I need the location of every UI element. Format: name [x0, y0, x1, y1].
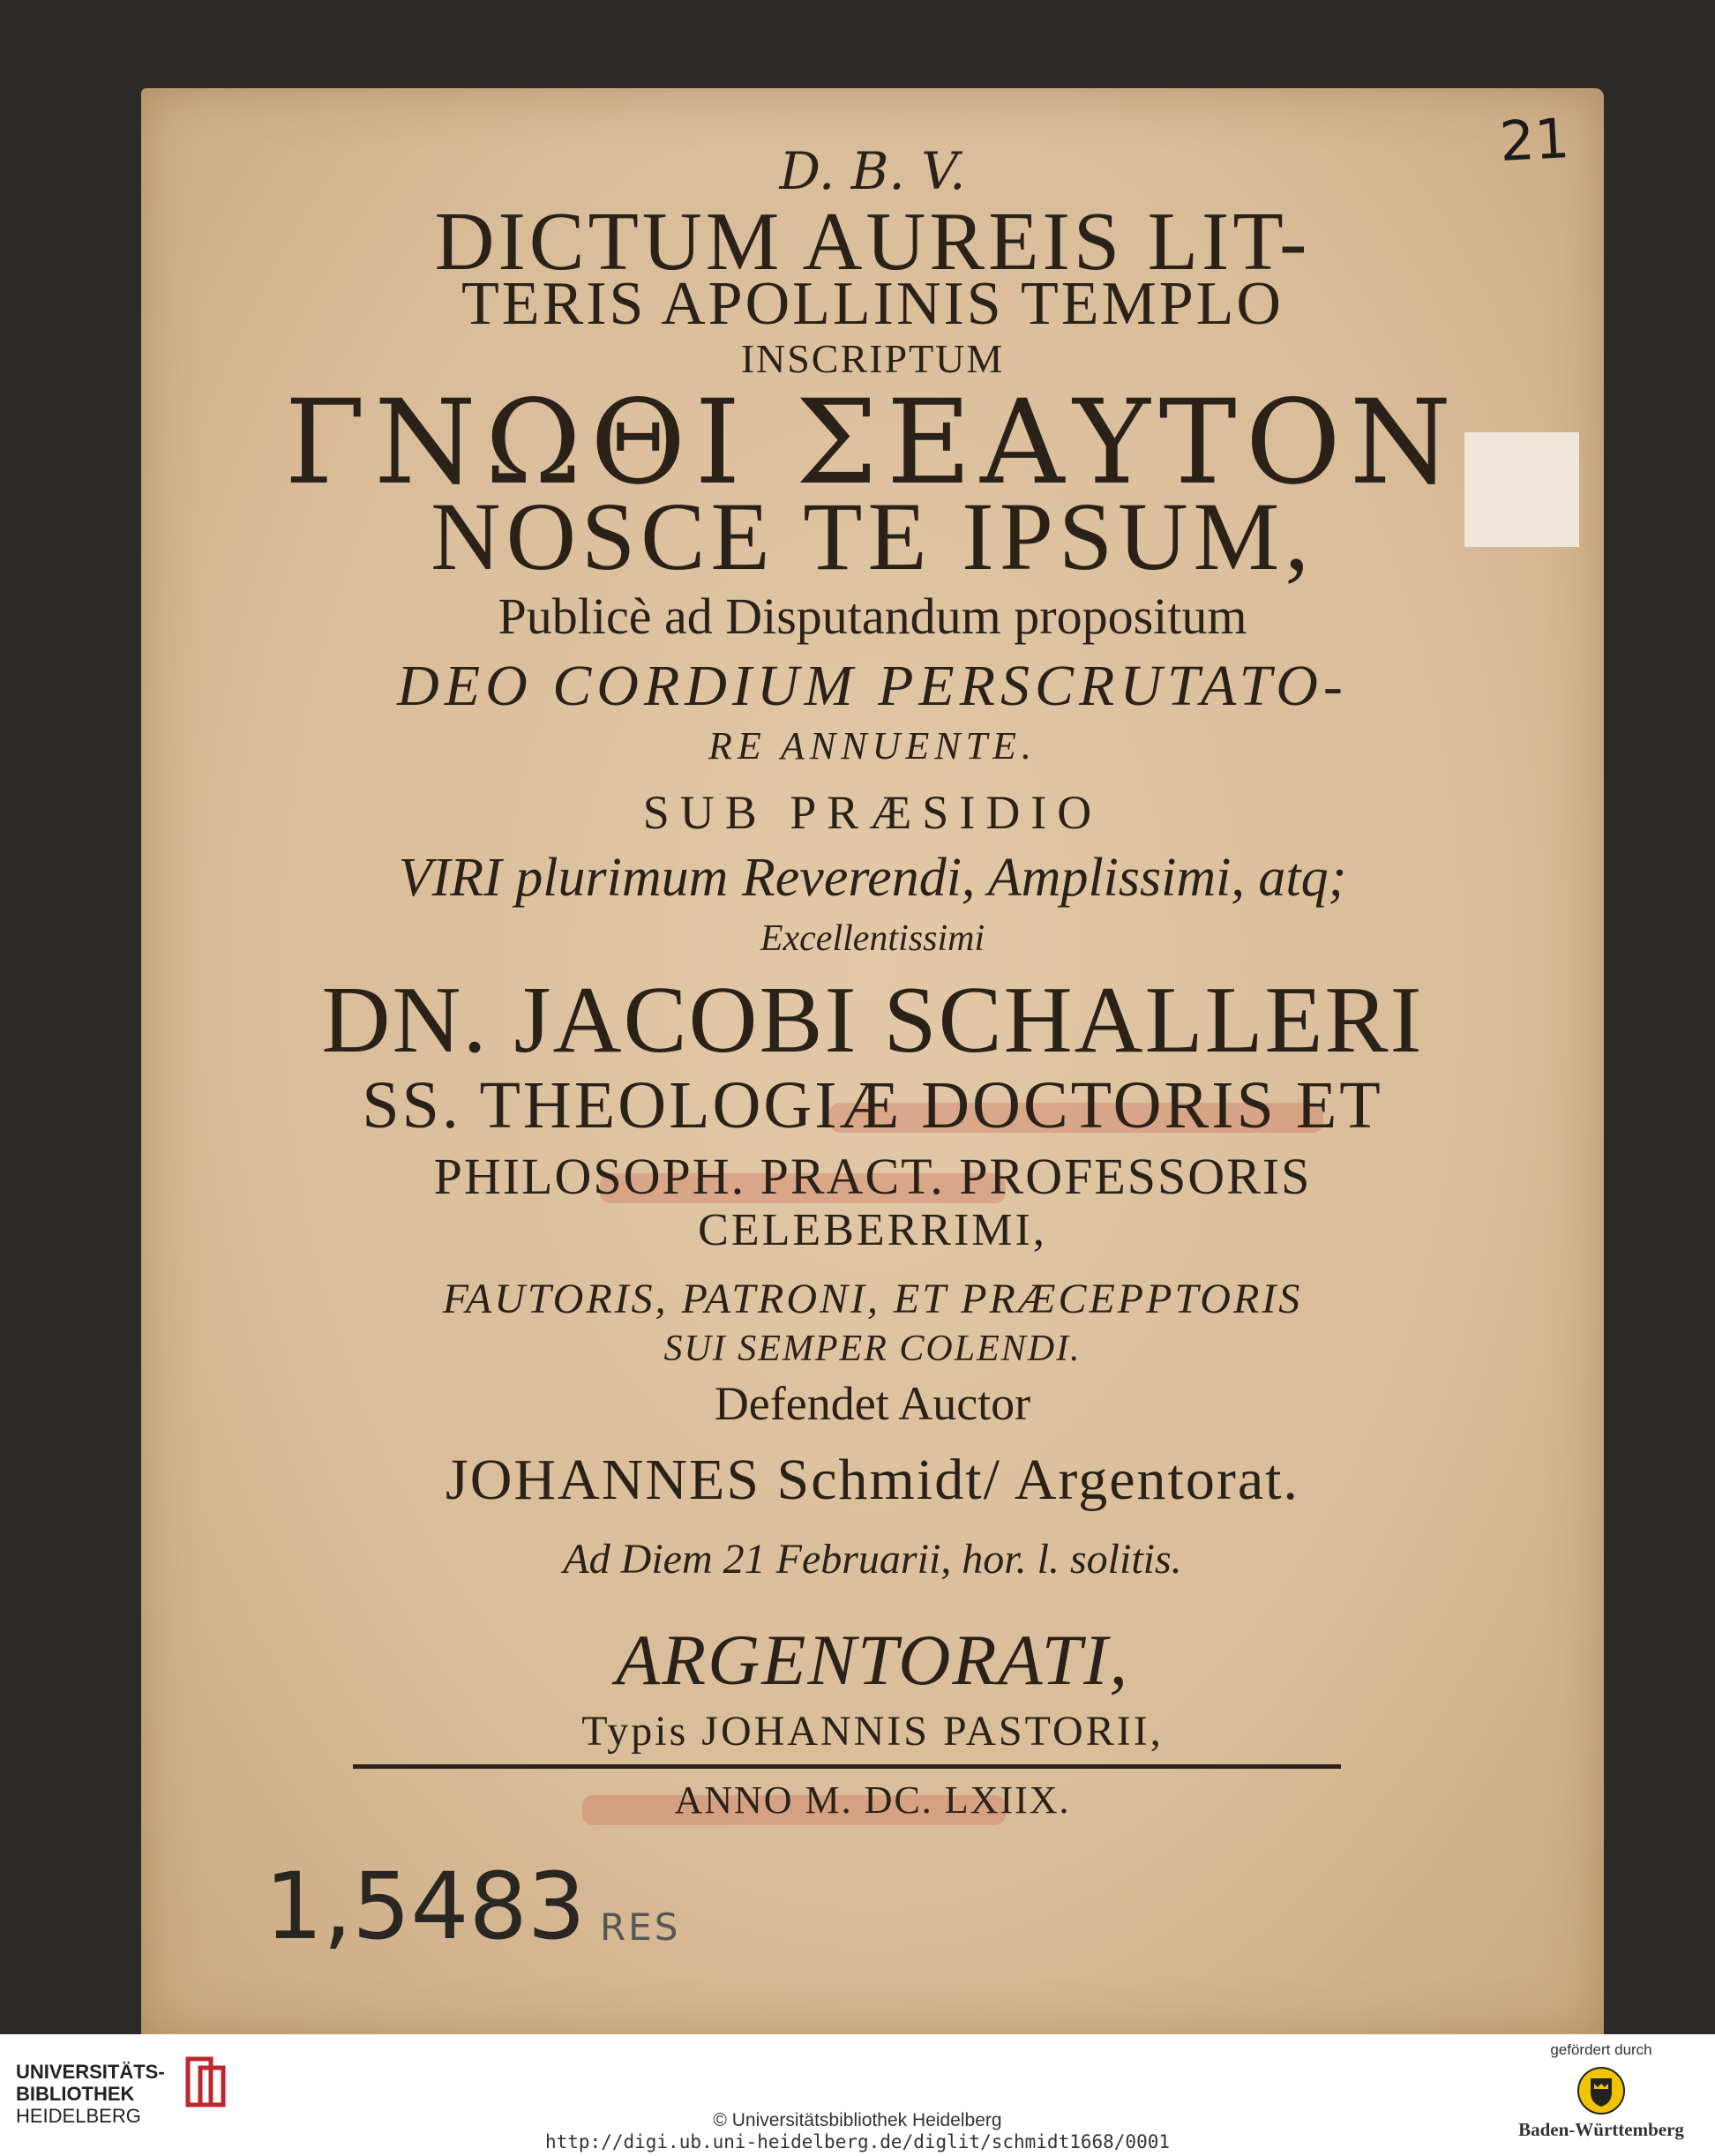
title-line-nosce: NOSCE TE IPSUM,: [431, 483, 1314, 590]
title-line-theologiae: SS. THEOLOGIÆ DOCTORIS ET: [362, 1068, 1383, 1142]
viewer-footer: [0, 2034, 1715, 2156]
title-line-fautoris: FAUTORIS, PATRONI, ET PRÆCEPPTORIS: [442, 1276, 1303, 1322]
title-page: [141, 88, 1604, 2038]
title-line-colendi: SUI SEMPER COLENDI.: [663, 1329, 1082, 1369]
title-line-teris: TERIS APOLLINIS TEMPLO: [461, 270, 1284, 338]
title-line-celeberrimi: CELEBERRIMI,: [698, 1205, 1047, 1255]
imprint-rule: [353, 1764, 1341, 1769]
handwritten-page-number: 21: [1498, 105, 1571, 175]
greek-title: ΓΝΩΘΙ ΣΕΑΥΤΟΝ: [284, 375, 1461, 511]
title-line-deo: DEO CORDIUM PERSCRUTATO-: [397, 654, 1348, 718]
imprint-year: ANNO M. DC. LXIIX.: [674, 1778, 1071, 1822]
title-line-dbv: D. B. V.: [779, 141, 966, 201]
library-name-line2: BIBLIOTHEK: [16, 2083, 135, 2105]
title-line-inscriptum: INSCRIPTUM: [740, 336, 1005, 381]
handwritten-shelfmark: 1,5483: [265, 1853, 586, 1960]
sponsor-name: Baden-Württemberg: [1518, 2119, 1684, 2140]
title-line-philosoph: PHILOSOPH. PRACT. PROFESSORIS: [433, 1148, 1312, 1205]
title-line-dictum: DICTUM AUREIS LIT-: [434, 196, 1311, 288]
title-line-viri: VIRI plurimum Reverendi, Amplissimi, atq;: [398, 848, 1347, 908]
permalink-url[interactable]: http://digi.ub.uni-heidelberg.de/diglit/schmidt1668/0001: [544, 2131, 1170, 2152]
author-name: JOHANNES Schmidt/ Argentorat.: [446, 1448, 1299, 1512]
disputation-date: Ad Diem 21 Februarii, hor. l. solitis.: [563, 1536, 1182, 1583]
title-line-praesidio: SUB PRÆSIDIO: [642, 786, 1103, 839]
copyright-notice: © Universitätsbibliothek Heidelberg: [713, 2110, 1002, 2130]
handwritten-res-mark: RES: [600, 1905, 681, 1949]
title-line-publice: Publicè ad Disputandum propositum: [498, 588, 1247, 645]
imprint-place: ARGENTORATI,: [615, 1620, 1130, 1700]
title-line-defendet: Defendet Auctor: [714, 1377, 1031, 1430]
title-line-annuente: RE ANNUENTE.: [708, 724, 1037, 767]
state-coat-of-arms-icon: [1576, 2066, 1626, 2115]
title-line-excellentissimi: Excellentissimi: [760, 918, 985, 959]
library-logo-icon[interactable]: [181, 2055, 234, 2108]
sponsor-label: gefördert durch: [1550, 2041, 1652, 2058]
imprint-printer: Typis JOHANNIS PASTORII,: [581, 1708, 1164, 1755]
library-name-line3: HEIDELBERG: [16, 2105, 141, 2127]
sponsor-block: [1500, 2041, 1703, 2141]
praeses-name: DN. JACOBI SCHALLERI: [321, 968, 1424, 1073]
library-name-line1: UNIVERSITÄTS-: [16, 2061, 165, 2083]
